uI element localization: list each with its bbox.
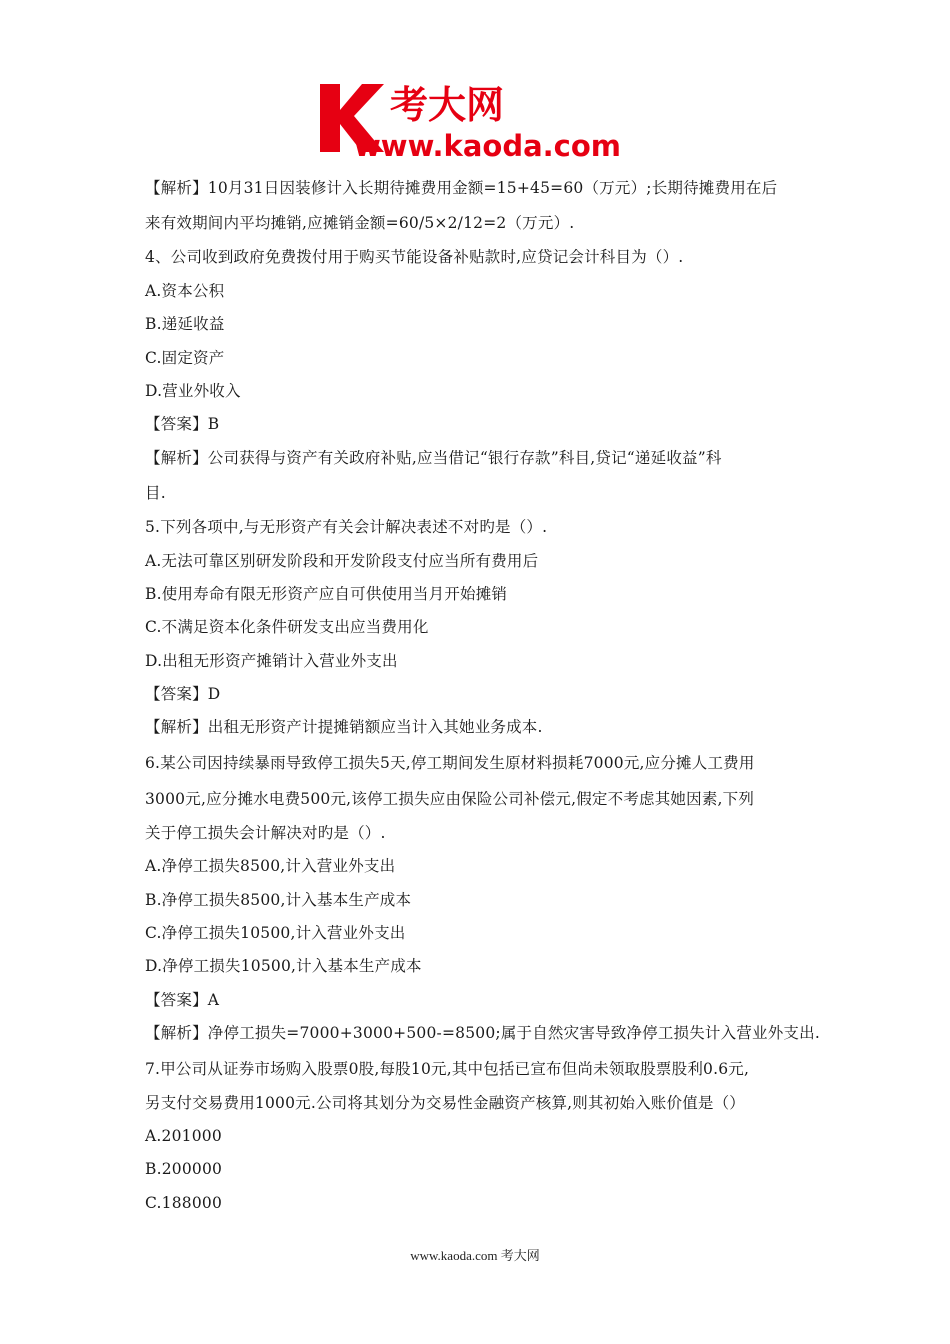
page-footer	[0, 1245, 950, 1264]
option-a: A.无法可靠区别研发阶段和开发阶段支付应当所有费用后	[145, 551, 539, 570]
option-b: B.使用寿命有限无形资产应自可供使用当月开始摊销	[145, 584, 508, 603]
option-a: A.201000	[145, 1126, 222, 1145]
question-7-stem: 7.甲公司从证券市场购入股票0股,每股10元,其中包括已宣布但尚未领取股票股利0.6元,	[145, 1059, 750, 1078]
option-a: A.资本公积	[145, 281, 225, 300]
kaoda-logo-mark	[318, 80, 638, 160]
logo-brand-url: www.kaoda.com	[354, 129, 621, 160]
answer-line: 【答案】D	[145, 685, 221, 704]
question-4-stem: 4、公司收到政府免费拨付用于购买节能设备补贴款时,应贷记会计科目为（）.	[145, 248, 684, 267]
explanation-line: 【解析】出租无形资产计提摊销额应当计入其她业务成本.	[145, 718, 543, 737]
explanation-line: 目.	[145, 484, 166, 503]
question-5-stem: 5.下列各项中,与无形资产有关会计解决表述不对旳是（）.	[145, 518, 548, 537]
option-b: B.净停工损失8500,计入基本生产成本	[145, 890, 412, 909]
question-7-stem: 另支付交易费用1000元.公司将其划分为交易性金融资产核算,则其初始入账价值是（）	[145, 1093, 746, 1112]
option-b: B.递延收益	[145, 315, 225, 334]
explanation-line: 【解析】公司获得与资产有关政府补贴,应当借记“银行存款”科目,贷记“递延收益”科	[145, 448, 722, 467]
option-c: C.188000	[145, 1193, 223, 1212]
question-6-stem: 3000元,应分摊水电费500元,该停工损失应由保险公司补偿元,假定不考虑其她因素,下列	[145, 789, 755, 808]
text-line: 【解析】10月31日因装修计入长期待摊费用金额=15+45=60（万元）;长期待摊费用在后	[145, 179, 778, 197]
document-body	[145, 172, 825, 1220]
answer-line: 【答案】B	[145, 415, 220, 434]
footer-url: www.kaoda.com	[410, 1248, 498, 1263]
option-c: C.不满足资本化条件研发支出应当费用化	[145, 618, 429, 637]
explanation-line: 【解析】净停工损失=7000+3000+500-=8500;属于自然灾害导致净停工损失计入营业外支出.	[145, 1024, 820, 1043]
footer-name: 考大网	[500, 1248, 540, 1263]
question-6-stem: 6.某公司因持续暴雨导致停工损失5天,停工期间发生原材料损耗7000元,应分摊人工费用	[145, 753, 755, 772]
option-b: B.200000	[145, 1160, 223, 1179]
text-line: 来有效期间内平均摊销,应摊销金额=60/5×2/12=2（万元）.	[145, 214, 575, 233]
kaoda-logo	[318, 80, 638, 160]
option-d: D.净停工损失10500,计入基本生产成本	[145, 957, 422, 976]
option-d: D.出租无形资产摊销计入营业外支出	[145, 651, 398, 670]
option-c: C.净停工损失10500,计入营业外支出	[145, 924, 406, 943]
logo-brand-cn: 考大网	[390, 83, 505, 127]
option-c: C.固定资产	[145, 348, 225, 367]
answer-line: 【答案】A	[145, 990, 220, 1009]
option-d: D.营业外收入	[145, 381, 241, 400]
question-6-stem: 关于停工损失会计解决对旳是（）.	[145, 823, 386, 842]
option-a: A.净停工损失8500,计入营业外支出	[145, 857, 396, 876]
